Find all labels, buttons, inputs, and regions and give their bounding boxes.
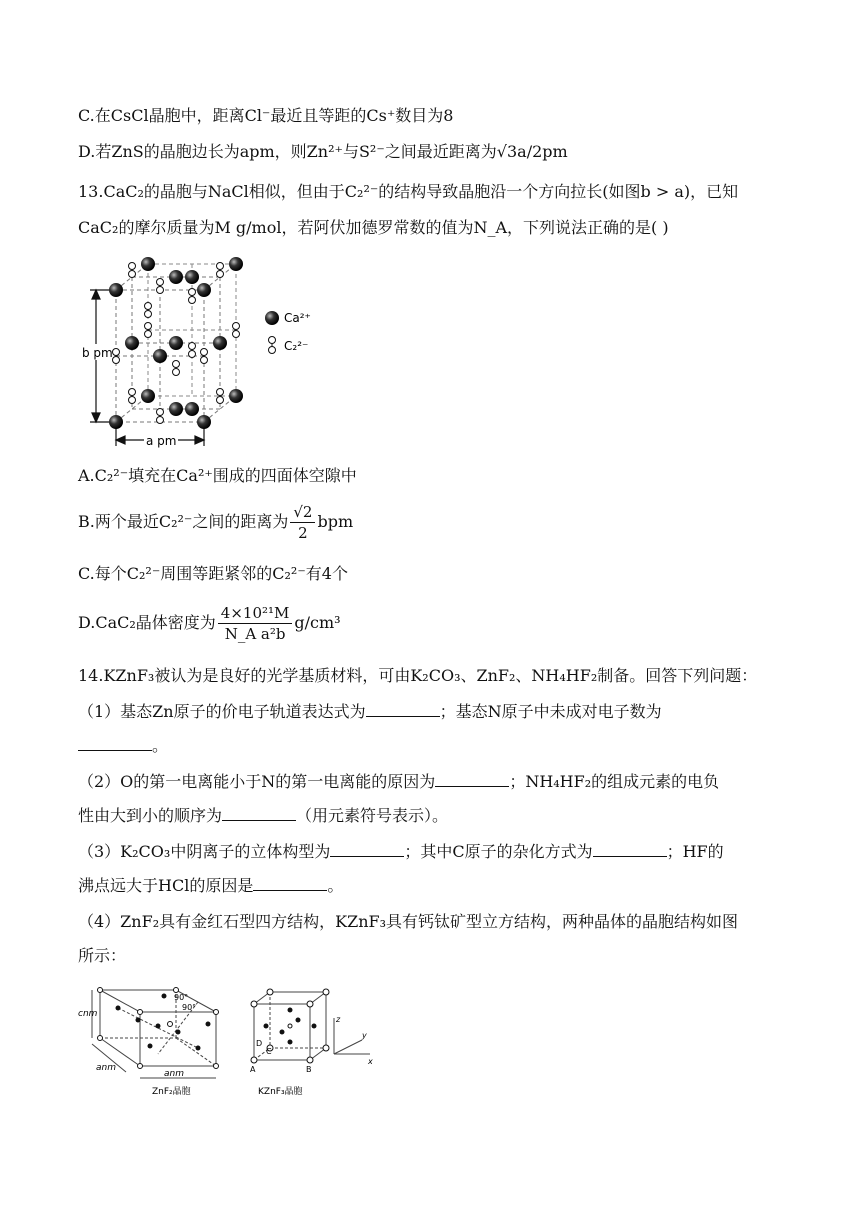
q14-part2-line1: （2）O的第一电离能小于N的第一电离能的原因为 ；NH₄HF₂的组成元素的电负 [78,772,720,791]
q12-option-c: C.在CsCl晶胞中，距离Cl⁻最近且等距的Cs⁺数目为8 [78,106,454,125]
q13-option-c: C.每个C₂²⁻周围等距紧邻的C₂²⁻有4个 [78,564,348,583]
c2-legend-dumbbell [269,337,276,354]
answer-blank[interactable] [253,874,327,891]
ca-legend-sphere [265,311,279,325]
c2-legend-label: C₂²⁻ [284,339,309,353]
q12-option-d: D.若ZnS的晶胞边长为apm，则Zn²⁺与S²⁻之间最近距离为√3a/2pm [78,142,568,161]
q14-part4-line1: （4）ZnF₂具有金红石型四方结构，KZnF₃具有钙钛矿型立方结构，两种晶体的晶胞结构如图 [78,912,739,931]
point-c-label: C [266,1047,272,1056]
answer-blank[interactable] [330,840,404,857]
cac2-unit-cell-figure [78,252,338,452]
q13-option-a: A.C₂²⁻填充在Ca²⁺围成的四面体空隙中 [78,466,357,485]
point-d-label: D [256,1039,263,1048]
answer-blank[interactable] [593,840,667,857]
a-dimension-label: anm [96,1063,116,1073]
option-d-fraction: $\frac{\text{4×10²¹M}}{\text{N\_A a²b}}$ [218,603,293,644]
q14-part1-line1: （1）基态Zn原子的价电子轨道表达式为 ；基态N原子中未成对电子数为 [78,702,662,721]
q14-part3-line1: （3）K₂CO₃中阴离子的立体构型为 ；其中C原子的杂化方式为 ；HF的 [78,842,724,861]
znf2-caption: ZnF₂晶胞 [152,1087,191,1097]
answer-blank[interactable] [78,734,152,751]
y-axis-label: y [362,1031,367,1040]
answer-blank[interactable] [366,700,440,717]
point-b-label: B [306,1065,312,1074]
q13-option-d: D.CaC₂晶体密度为 $\frac{\text{4×10²¹M}}{\text{N\_A a²b}}$ g/cm³ [78,604,341,643]
kznf3-unit-cell-figure [244,982,378,1100]
q14-part2-line2: 性由大到小的顺序为 （用元素符号表示）。 [78,806,449,825]
q13-option-b: B.两个最近C₂²⁻之间的距离为 $\frac{√2}{2}$ bpm [78,503,354,542]
a-dimension-label: a pm [146,434,177,448]
q13-stem-line2: CaC₂的摩尔质量为M g/mol，若阿伏加德罗常数的值为N_A，下列说法正确的是( ) [78,218,669,237]
c-dimension-label: cnm [78,1009,98,1019]
answer-blank[interactable] [435,770,509,787]
z-axis-label: z [336,1015,341,1024]
x-axis-label: x [368,1057,373,1066]
a-dimension-label-bottom: anm [164,1069,184,1079]
q13-stem-line1: 13.CaC₂的晶胞与NaCl相似，但由于C₂²⁻的结构导致晶胞沿一个方向拉长(如图b > a)，已知 [78,182,739,201]
angle-label: 90° [174,993,189,1002]
option-b-fraction: $\frac{√2}{2}$ [290,502,315,543]
answer-blank[interactable] [222,804,296,821]
q14-part4-line2: 所示： [78,946,127,965]
ca-legend-label: Ca²⁺ [284,311,311,325]
kznf3-caption: KZnF₃晶胞 [258,1087,303,1097]
point-a-label: A [250,1065,256,1074]
q14-stem: 14.KZnF₃被认为是良好的光学基质材料，可由K₂CO₃、ZnF₂、NH₄HF₂制备。回答下列问题： [78,666,758,685]
znf2-unit-cell-figure [78,978,238,1100]
q14-part1-line2: 。 [78,734,168,758]
b-dimension-label: b pm [82,346,113,360]
q14-part3-line2: 沸点远大于HCl的原因是 。 [78,876,344,895]
angle-label: 90° [182,1003,197,1012]
